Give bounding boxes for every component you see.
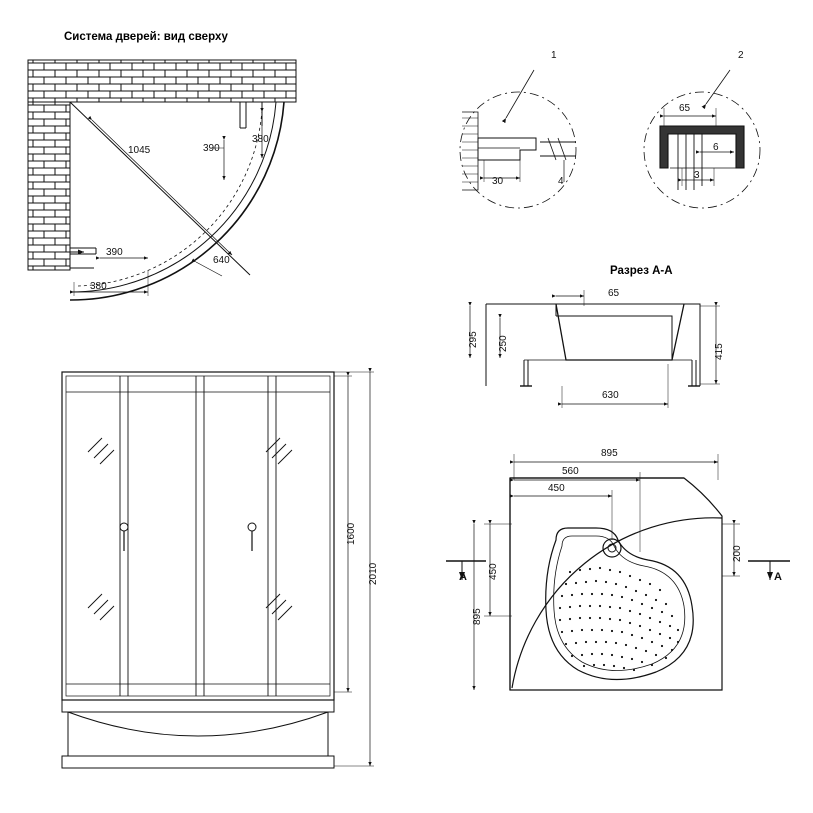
dim-plan-895-width: 895 (601, 448, 618, 459)
section-mark-left: А (459, 571, 467, 583)
dim-detail2-65: 65 (679, 103, 691, 114)
dim-arc-radius-640: 640 (213, 255, 230, 266)
dim-section-415: 415 (714, 343, 725, 360)
dim-section-250: 250 (498, 335, 509, 352)
callout-1-label: 1 (551, 50, 557, 61)
dim-front-1600: 1600 (346, 522, 357, 545)
dim-plan-200: 200 (732, 545, 743, 562)
dim-detail2-6: 6 (713, 142, 719, 153)
dim-plan-450-side: 450 (488, 563, 499, 580)
title-door-system: Система дверей: вид сверху (64, 31, 228, 43)
dim-section-65: 65 (608, 288, 620, 299)
dim-diagonal-1045: 1045 (128, 145, 151, 156)
dim-plan-450-top: 450 (548, 483, 565, 494)
dim-plan-560: 560 (562, 466, 579, 477)
dim-arc-top-right-390: 390 (203, 143, 220, 154)
callout-2-label: 2 (738, 50, 744, 61)
dim-section-295: 295 (468, 331, 479, 348)
dim-detail1-4: 4 (558, 176, 564, 187)
dim-arc-bottom-380: 380 (90, 281, 107, 292)
dim-front-2010: 2010 (368, 562, 379, 585)
dim-arc-bottom-left-390: 390 (106, 247, 123, 258)
dim-plan-895-height: 895 (472, 608, 483, 625)
dim-detail1-30: 30 (492, 176, 504, 187)
dim-detail2-3: 3 (694, 170, 700, 181)
dim-section-630: 630 (602, 390, 619, 401)
section-mark-right: А (774, 571, 782, 583)
title-section-aa: Разрез А-А (610, 265, 673, 277)
dim-wall-offset-380: 380 (252, 134, 269, 145)
